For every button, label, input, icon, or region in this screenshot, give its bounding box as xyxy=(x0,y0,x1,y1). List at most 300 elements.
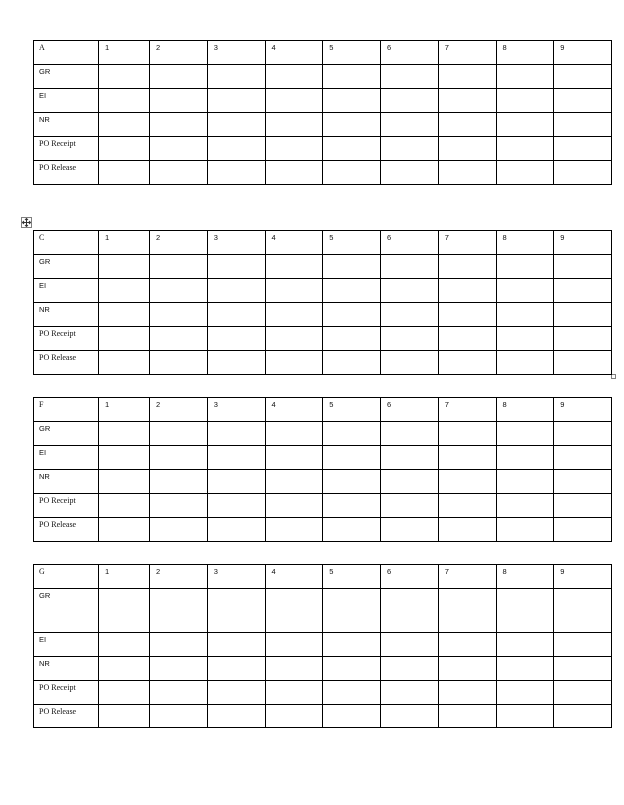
table-row xyxy=(34,518,612,542)
table-cell[interactable] xyxy=(265,494,323,518)
column-header-cell[interactable] xyxy=(496,565,554,589)
table-cell[interactable] xyxy=(207,518,265,542)
table-cell[interactable] xyxy=(207,137,265,161)
table-cell[interactable] xyxy=(438,137,496,161)
table-cell[interactable] xyxy=(381,255,439,279)
table-cell[interactable] xyxy=(381,422,439,446)
column-header: 8 xyxy=(502,400,507,409)
table-cell[interactable] xyxy=(265,422,323,446)
table-cell[interactable] xyxy=(265,657,323,681)
table-row xyxy=(34,255,612,279)
row-label-cell[interactable] xyxy=(34,589,99,633)
column-header-cell[interactable] xyxy=(207,41,265,65)
table-cell[interactable] xyxy=(207,422,265,446)
table-row xyxy=(34,113,612,137)
table-cell[interactable] xyxy=(323,65,381,89)
column-header-cell[interactable] xyxy=(323,398,381,422)
column-header-cell[interactable] xyxy=(496,398,554,422)
table-cell[interactable] xyxy=(265,705,323,728)
table-cell[interactable] xyxy=(554,589,612,633)
table-cell[interactable] xyxy=(207,327,265,351)
table-cell[interactable] xyxy=(207,657,265,681)
row-label-cell[interactable] xyxy=(34,303,99,327)
row-label-cell[interactable] xyxy=(34,633,99,657)
table-cell[interactable] xyxy=(438,351,496,375)
column-header-cell[interactable] xyxy=(381,565,439,589)
table-label-cell[interactable] xyxy=(34,41,99,65)
table-cell[interactable] xyxy=(381,446,439,470)
row-label: PO Receipt xyxy=(39,329,76,338)
table-cell[interactable] xyxy=(438,303,496,327)
table-cell[interactable] xyxy=(496,470,554,494)
row-label: GR xyxy=(39,257,51,266)
table-cell[interactable] xyxy=(381,351,439,375)
table-cell[interactable] xyxy=(265,633,323,657)
table-cell[interactable] xyxy=(496,494,554,518)
table-cell[interactable] xyxy=(496,446,554,470)
column-header-cell[interactable] xyxy=(99,231,150,255)
table-cell[interactable] xyxy=(207,633,265,657)
table-cell[interactable] xyxy=(150,327,208,351)
column-header: 1 xyxy=(105,43,110,52)
table-cell[interactable] xyxy=(438,113,496,137)
row-label-cell[interactable] xyxy=(34,161,99,185)
table-cell[interactable] xyxy=(496,113,554,137)
table-cell[interactable] xyxy=(554,351,612,375)
table-row xyxy=(34,351,612,375)
table-cell[interactable] xyxy=(381,681,439,705)
table-cell[interactable] xyxy=(381,303,439,327)
table-cell[interactable] xyxy=(496,681,554,705)
table-cell[interactable] xyxy=(150,161,208,185)
column-header: 5 xyxy=(329,43,334,52)
table-header-row xyxy=(34,565,612,589)
table-cell[interactable] xyxy=(99,589,150,633)
column-header-cell[interactable] xyxy=(554,231,612,255)
column-header-cell[interactable] xyxy=(150,565,208,589)
column-header: 6 xyxy=(387,233,392,242)
column-header: 5 xyxy=(329,567,334,576)
table-cell[interactable] xyxy=(496,518,554,542)
column-header-cell[interactable] xyxy=(207,231,265,255)
table-cell[interactable] xyxy=(496,422,554,446)
table-cell[interactable] xyxy=(207,681,265,705)
column-header: 8 xyxy=(502,233,507,242)
table-cell[interactable] xyxy=(150,279,208,303)
row-label-cell[interactable] xyxy=(34,470,99,494)
column-header-cell[interactable] xyxy=(554,398,612,422)
column-header-cell[interactable] xyxy=(265,41,323,65)
table-cell[interactable] xyxy=(265,279,323,303)
row-label-cell[interactable] xyxy=(34,422,99,446)
row-label-cell[interactable] xyxy=(34,137,99,161)
table-cell[interactable] xyxy=(496,161,554,185)
column-header: 7 xyxy=(444,233,449,242)
column-header-cell[interactable] xyxy=(554,41,612,65)
table-cell[interactable] xyxy=(554,65,612,89)
column-header-cell[interactable] xyxy=(496,231,554,255)
table-header-row xyxy=(34,41,612,65)
table-cell[interactable] xyxy=(150,589,208,633)
table-cell[interactable] xyxy=(381,137,439,161)
column-header: 4 xyxy=(271,233,276,242)
row-label: NR xyxy=(39,659,50,668)
table-row xyxy=(34,327,612,351)
column-header-cell[interactable] xyxy=(438,398,496,422)
column-header-cell[interactable] xyxy=(150,231,208,255)
table-cell[interactable] xyxy=(323,327,381,351)
row-label-cell[interactable] xyxy=(34,705,99,728)
column-header-cell[interactable] xyxy=(207,565,265,589)
column-header: 1 xyxy=(105,567,110,576)
table-cell[interactable] xyxy=(381,470,439,494)
table-cell[interactable] xyxy=(150,705,208,728)
table-cell[interactable] xyxy=(150,494,208,518)
table-row xyxy=(34,633,612,657)
row-label-cell[interactable] xyxy=(34,327,99,351)
table-cell[interactable] xyxy=(323,657,381,681)
column-header-cell[interactable] xyxy=(381,41,439,65)
table-cell[interactable] xyxy=(381,279,439,303)
column-header-cell[interactable] xyxy=(150,398,208,422)
column-header-cell[interactable] xyxy=(265,398,323,422)
table-cell[interactable] xyxy=(99,161,150,185)
table-cell[interactable] xyxy=(438,89,496,113)
table-cell[interactable] xyxy=(150,65,208,89)
schedule-table-c xyxy=(33,230,612,375)
table-cell[interactable] xyxy=(265,681,323,705)
table-cell[interactable] xyxy=(99,422,150,446)
table-cell[interactable] xyxy=(150,422,208,446)
table-cell[interactable] xyxy=(265,65,323,89)
table-cell[interactable] xyxy=(381,327,439,351)
row-label: PO Receipt xyxy=(39,139,76,148)
row-label-cell[interactable] xyxy=(34,89,99,113)
row-label-cell[interactable] xyxy=(34,494,99,518)
table-cell[interactable] xyxy=(496,633,554,657)
row-label-cell[interactable] xyxy=(34,65,99,89)
row-label-cell[interactable] xyxy=(34,518,99,542)
table-cell[interactable] xyxy=(99,657,150,681)
table-move-handle-icon[interactable] xyxy=(21,217,32,228)
row-label: GR xyxy=(39,67,51,76)
table-cell[interactable] xyxy=(554,518,612,542)
table-cell[interactable] xyxy=(381,89,439,113)
table-cell[interactable] xyxy=(438,327,496,351)
table-cell[interactable] xyxy=(554,279,612,303)
column-header-cell[interactable] xyxy=(323,565,381,589)
table-cell[interactable] xyxy=(554,446,612,470)
row-label-cell[interactable] xyxy=(34,657,99,681)
table-cell[interactable] xyxy=(99,633,150,657)
table-cell[interactable] xyxy=(150,657,208,681)
column-header-cell[interactable] xyxy=(438,41,496,65)
table-cell[interactable] xyxy=(323,279,381,303)
table-cell[interactable] xyxy=(207,279,265,303)
table-cell[interactable] xyxy=(150,681,208,705)
table-cell[interactable] xyxy=(265,446,323,470)
table-cell[interactable] xyxy=(323,633,381,657)
column-header: 3 xyxy=(213,43,218,52)
table-cell[interactable] xyxy=(323,303,381,327)
table-cell[interactable] xyxy=(323,589,381,633)
table-cell[interactable] xyxy=(496,589,554,633)
table-cell[interactable] xyxy=(554,113,612,137)
row-label: NR xyxy=(39,305,50,314)
row-label-cell[interactable] xyxy=(34,255,99,279)
table-cell[interactable] xyxy=(496,327,554,351)
column-header: 2 xyxy=(156,400,161,409)
table-label: F xyxy=(39,400,44,409)
table-label-cell[interactable] xyxy=(34,565,99,589)
table-cell[interactable] xyxy=(265,161,323,185)
table-cell[interactable] xyxy=(150,518,208,542)
table-cell[interactable] xyxy=(438,255,496,279)
table-cell[interactable] xyxy=(323,518,381,542)
table-cell[interactable] xyxy=(496,303,554,327)
table-cell[interactable] xyxy=(381,113,439,137)
row-label: PO Release xyxy=(39,163,77,172)
row-label-cell[interactable] xyxy=(34,351,99,375)
table-cell[interactable] xyxy=(323,161,381,185)
table-cell[interactable] xyxy=(323,89,381,113)
table-cell[interactable] xyxy=(99,518,150,542)
table-cell[interactable] xyxy=(150,303,208,327)
row-label-cell[interactable] xyxy=(34,681,99,705)
column-header: 1 xyxy=(105,233,110,242)
table-cell[interactable] xyxy=(207,89,265,113)
column-header: 6 xyxy=(387,567,392,576)
row-label: EI xyxy=(39,635,47,644)
row-label: PO Receipt xyxy=(39,683,76,692)
column-header-cell[interactable] xyxy=(381,398,439,422)
column-header: 3 xyxy=(213,567,218,576)
table-cell[interactable] xyxy=(554,255,612,279)
row-label-cell[interactable] xyxy=(34,113,99,137)
table-cell[interactable] xyxy=(554,137,612,161)
row-label: PO Receipt xyxy=(39,496,76,505)
table-cell[interactable] xyxy=(381,705,439,728)
table-cell[interactable] xyxy=(438,422,496,446)
table-cell[interactable] xyxy=(207,351,265,375)
table-cell[interactable] xyxy=(554,303,612,327)
table-cell[interactable] xyxy=(207,589,265,633)
table-cell[interactable] xyxy=(99,470,150,494)
table-cell[interactable] xyxy=(99,65,150,89)
column-header: 5 xyxy=(329,233,334,242)
column-header-cell[interactable] xyxy=(99,565,150,589)
table-cell[interactable] xyxy=(265,327,323,351)
table-cell[interactable] xyxy=(438,589,496,633)
table-cell[interactable] xyxy=(496,657,554,681)
table-cell[interactable] xyxy=(381,161,439,185)
row-label: PO Release xyxy=(39,707,77,716)
table-cell[interactable] xyxy=(150,446,208,470)
column-header: 2 xyxy=(156,233,161,242)
table-cell[interactable] xyxy=(265,518,323,542)
column-header-cell[interactable] xyxy=(99,398,150,422)
column-header-cell[interactable] xyxy=(554,565,612,589)
row-label: NR xyxy=(39,472,50,481)
table-cell[interactable] xyxy=(207,494,265,518)
column-header-cell[interactable] xyxy=(381,231,439,255)
table-cell[interactable] xyxy=(265,351,323,375)
table-cell[interactable] xyxy=(323,351,381,375)
table-cell[interactable] xyxy=(438,65,496,89)
row-label-cell[interactable] xyxy=(34,279,99,303)
table-cell[interactable] xyxy=(99,303,150,327)
table-cell[interactable] xyxy=(496,89,554,113)
table-cell[interactable] xyxy=(554,494,612,518)
table-cell[interactable] xyxy=(496,705,554,728)
table-cell[interactable] xyxy=(381,518,439,542)
table-cell[interactable] xyxy=(496,255,554,279)
table-cell[interactable] xyxy=(265,89,323,113)
table-row xyxy=(34,89,612,113)
column-header-cell[interactable] xyxy=(265,231,323,255)
schedule-table-a xyxy=(33,40,612,185)
table-cell[interactable] xyxy=(381,657,439,681)
table-cell[interactable] xyxy=(207,705,265,728)
table-cell[interactable] xyxy=(207,470,265,494)
column-header: 4 xyxy=(271,43,276,52)
table-label: A xyxy=(39,43,45,52)
row-label: PO Release xyxy=(39,353,77,362)
table-cell[interactable] xyxy=(99,279,150,303)
table-header-row xyxy=(34,231,612,255)
table-cell[interactable] xyxy=(99,137,150,161)
table-cell[interactable] xyxy=(323,113,381,137)
table-cell[interactable] xyxy=(99,446,150,470)
table-cell[interactable] xyxy=(381,589,439,633)
table-cell[interactable] xyxy=(554,633,612,657)
table-cell[interactable] xyxy=(438,518,496,542)
column-header-cell[interactable] xyxy=(150,41,208,65)
table-label-cell[interactable] xyxy=(34,398,99,422)
table-cell[interactable] xyxy=(496,351,554,375)
table-cell[interactable] xyxy=(554,705,612,728)
table-cell[interactable] xyxy=(554,161,612,185)
column-header: 9 xyxy=(560,233,565,242)
table-cell[interactable] xyxy=(323,470,381,494)
table-cell[interactable] xyxy=(323,137,381,161)
column-header-cell[interactable] xyxy=(207,398,265,422)
table-cell[interactable] xyxy=(438,681,496,705)
table-cell[interactable] xyxy=(554,657,612,681)
table-cell[interactable] xyxy=(265,303,323,327)
table-cell[interactable] xyxy=(554,89,612,113)
column-header-cell[interactable] xyxy=(323,41,381,65)
table-cell[interactable] xyxy=(150,470,208,494)
table-cell[interactable] xyxy=(554,681,612,705)
table-cell[interactable] xyxy=(99,681,150,705)
table-row xyxy=(34,681,612,705)
table-cell[interactable] xyxy=(496,137,554,161)
table-cell[interactable] xyxy=(207,161,265,185)
table-cell[interactable] xyxy=(496,65,554,89)
column-header: 4 xyxy=(271,400,276,409)
table-cell[interactable] xyxy=(265,255,323,279)
row-label: PO Release xyxy=(39,520,77,529)
table-cell[interactable] xyxy=(150,351,208,375)
column-header-cell[interactable] xyxy=(438,565,496,589)
column-header: 9 xyxy=(560,400,565,409)
table-cell[interactable] xyxy=(323,681,381,705)
table-cell[interactable] xyxy=(438,470,496,494)
table-cell[interactable] xyxy=(207,446,265,470)
column-header-cell[interactable] xyxy=(323,231,381,255)
column-header-cell[interactable] xyxy=(438,231,496,255)
table-cell[interactable] xyxy=(207,65,265,89)
row-label: EI xyxy=(39,281,47,290)
table-cell[interactable] xyxy=(265,470,323,494)
table-cell[interactable] xyxy=(99,494,150,518)
row-label-cell[interactable] xyxy=(34,446,99,470)
table-cell[interactable] xyxy=(265,589,323,633)
table-cell[interactable] xyxy=(438,279,496,303)
table-cell[interactable] xyxy=(381,494,439,518)
row-label: GR xyxy=(39,424,51,433)
table-row xyxy=(34,446,612,470)
table-cell[interactable] xyxy=(99,113,150,137)
table-cell[interactable] xyxy=(554,327,612,351)
table-cell[interactable] xyxy=(438,494,496,518)
column-header: 4 xyxy=(271,567,276,576)
table-cell[interactable] xyxy=(99,327,150,351)
table-cell[interactable] xyxy=(381,65,439,89)
table-cell[interactable] xyxy=(99,351,150,375)
table-cell[interactable] xyxy=(438,161,496,185)
table-cell[interactable] xyxy=(438,705,496,728)
table-row xyxy=(34,65,612,89)
table-cell[interactable] xyxy=(99,89,150,113)
column-header: 3 xyxy=(213,400,218,409)
table-cell[interactable] xyxy=(438,657,496,681)
table-cell[interactable] xyxy=(207,303,265,327)
column-header: 8 xyxy=(502,567,507,576)
table-cell[interactable] xyxy=(323,494,381,518)
table-cell[interactable] xyxy=(438,633,496,657)
table-cell[interactable] xyxy=(554,470,612,494)
table-cell[interactable] xyxy=(323,255,381,279)
table-cell[interactable] xyxy=(265,113,323,137)
table-cell[interactable] xyxy=(323,705,381,728)
column-header-cell[interactable] xyxy=(496,41,554,65)
table-cell[interactable] xyxy=(265,137,323,161)
table-cell[interactable] xyxy=(381,633,439,657)
table-cell[interactable] xyxy=(150,113,208,137)
table-row xyxy=(34,303,612,327)
table-cell[interactable] xyxy=(207,113,265,137)
table-cell[interactable] xyxy=(554,422,612,446)
table-cell[interactable] xyxy=(438,446,496,470)
column-header-cell[interactable] xyxy=(265,565,323,589)
table-cell[interactable] xyxy=(150,89,208,113)
table-cell[interactable] xyxy=(323,422,381,446)
column-header-cell[interactable] xyxy=(99,41,150,65)
column-header: 7 xyxy=(444,567,449,576)
table-cell[interactable] xyxy=(150,137,208,161)
table-cell[interactable] xyxy=(150,255,208,279)
table-label-cell[interactable] xyxy=(34,231,99,255)
table-cell[interactable] xyxy=(207,255,265,279)
table-cell[interactable] xyxy=(99,705,150,728)
table-cell[interactable] xyxy=(150,633,208,657)
table-cell[interactable] xyxy=(99,255,150,279)
table-cell[interactable] xyxy=(496,279,554,303)
column-header: 2 xyxy=(156,567,161,576)
table-cell[interactable] xyxy=(323,446,381,470)
